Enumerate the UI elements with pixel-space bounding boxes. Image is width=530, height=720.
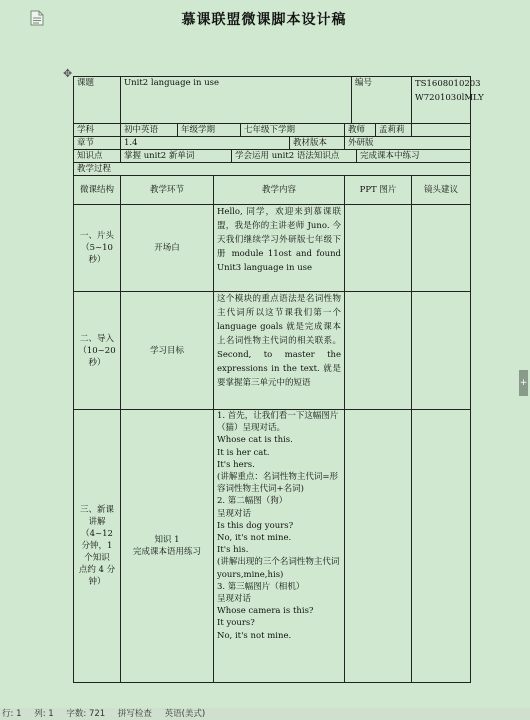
content-line: 呈现对话 bbox=[217, 508, 252, 519]
content-line: 1. 首先，让我们看一下这幅图片（猫）呈现对话。 bbox=[217, 411, 339, 434]
status-line: 行: 1 bbox=[2, 709, 22, 719]
header-camera: 镜头建议 bbox=[412, 176, 471, 205]
knowledge-value-1[interactable]: 掌握 unit2 新单词 bbox=[121, 150, 232, 162]
page-title: 慕课联盟微课脚本设计稿 bbox=[181, 12, 347, 28]
row-1-content[interactable]: Hello, 同学，欢迎来到慕课联盟，我是你的主讲老师 Juno. 今天我们继续学习外研版七年级下册 module 11ost and found Unit3 language in use bbox=[214, 205, 345, 292]
header-phase: 教学环节 bbox=[121, 176, 214, 205]
row-2-structure: 二、导入 （10~20 秒） bbox=[74, 292, 121, 410]
status-language[interactable]: 英语(美式) bbox=[164, 709, 206, 719]
content-line: No, it's not mine. bbox=[217, 533, 292, 544]
row-1-ppt[interactable] bbox=[345, 205, 412, 292]
content-line: Whose camera is this? bbox=[217, 606, 314, 617]
row-3-ppt[interactable] bbox=[345, 410, 412, 683]
header-content: 教学内容 bbox=[214, 176, 345, 205]
status-spell[interactable]: 拼写检查 bbox=[117, 709, 152, 719]
content-line: Is this dog yours? bbox=[217, 520, 294, 531]
topic-value[interactable]: Unit2 language in use bbox=[121, 77, 352, 123]
row-1-phase: 开场白 bbox=[121, 205, 214, 292]
content-line: 3. 第三幅图片（相机） bbox=[217, 581, 305, 592]
teacher-value[interactable]: 孟莉莉 bbox=[379, 125, 405, 135]
row-2-camera[interactable] bbox=[412, 292, 471, 410]
code-value[interactable]: TS1608010203 W7201030lMLY bbox=[412, 77, 471, 124]
content-line: It is her cat. bbox=[217, 447, 270, 458]
knowledge-label: 知识点 bbox=[74, 150, 121, 163]
content-line: It yours? bbox=[217, 618, 255, 629]
content-line: Whose cat is this. bbox=[217, 435, 293, 446]
row-1-structure: 一、片头 （5~10 秒） bbox=[74, 205, 121, 292]
status-col: 列: 1 bbox=[34, 709, 54, 719]
knowledge-value-2[interactable]: 学会运用 unit2 语法知识点 bbox=[232, 150, 357, 162]
content-line: 呈现对话 bbox=[217, 594, 252, 605]
process-label: 教学过程 bbox=[74, 163, 471, 176]
topic-label: 课题 bbox=[74, 77, 121, 124]
status-bar bbox=[0, 708, 530, 720]
move-handle-icon[interactable]: ✥ bbox=[63, 67, 73, 80]
edition-value[interactable]: 外研版 bbox=[345, 137, 471, 150]
row-3-camera[interactable] bbox=[412, 410, 471, 683]
teacher-label: 教师 bbox=[345, 124, 376, 136]
chapter-label: 章节 bbox=[74, 137, 121, 150]
content-line: It's his. bbox=[217, 545, 249, 556]
content-line: (讲解出现的三个名词性物主代词 yours,mine,his) bbox=[217, 557, 340, 580]
grade-value[interactable]: 七年级下学期 bbox=[244, 125, 296, 135]
row-3-structure: 三、新课 讲解 （4~12 分钟，1 个知识 点约 4 分 钟） bbox=[74, 410, 121, 683]
row-3-phase: 知识 1 完成课本语用练习 bbox=[121, 410, 214, 683]
knowledge-value-3[interactable]: 完成课本中练习 bbox=[360, 151, 420, 161]
header-structure: 微课结构 bbox=[74, 176, 121, 205]
script-table bbox=[73, 76, 484, 683]
row-2-ppt[interactable] bbox=[345, 292, 412, 410]
row-1-camera[interactable] bbox=[412, 205, 471, 292]
content-line: It's hers. bbox=[217, 459, 255, 470]
edition-label: 教材版本 bbox=[293, 138, 328, 148]
content-line: (讲解重点：名词性物主代词=形容词性物主代词+名词) bbox=[217, 472, 338, 495]
content-line: 2. 第二幅图（狗） bbox=[217, 496, 288, 507]
row-3-content[interactable] bbox=[214, 410, 345, 683]
content-line: No, it's not mine. bbox=[217, 630, 292, 641]
status-chars: 字数: 721 bbox=[66, 709, 106, 719]
code-label: 编号 bbox=[355, 78, 373, 88]
subject-label: 学科 bbox=[74, 124, 121, 137]
chapter-value[interactable]: 1.4 bbox=[121, 137, 290, 149]
row-2-phase: 学习目标 bbox=[121, 292, 214, 410]
side-expand-tab[interactable]: + bbox=[519, 370, 528, 396]
grade-label: 年级学期 bbox=[178, 124, 241, 136]
row-2-content[interactable]: 这个模块的重点语法是名词性物主代词所以这节课我们第一个 language goals 就是完成课本上名词性物主代词的相关联系。 Second, to master the expressions in the text. 就是要掌握第三单元中的短语 bbox=[214, 292, 345, 410]
subject-value[interactable]: 初中英语 bbox=[121, 124, 178, 136]
header-ppt: PPT 图片 bbox=[345, 176, 412, 205]
